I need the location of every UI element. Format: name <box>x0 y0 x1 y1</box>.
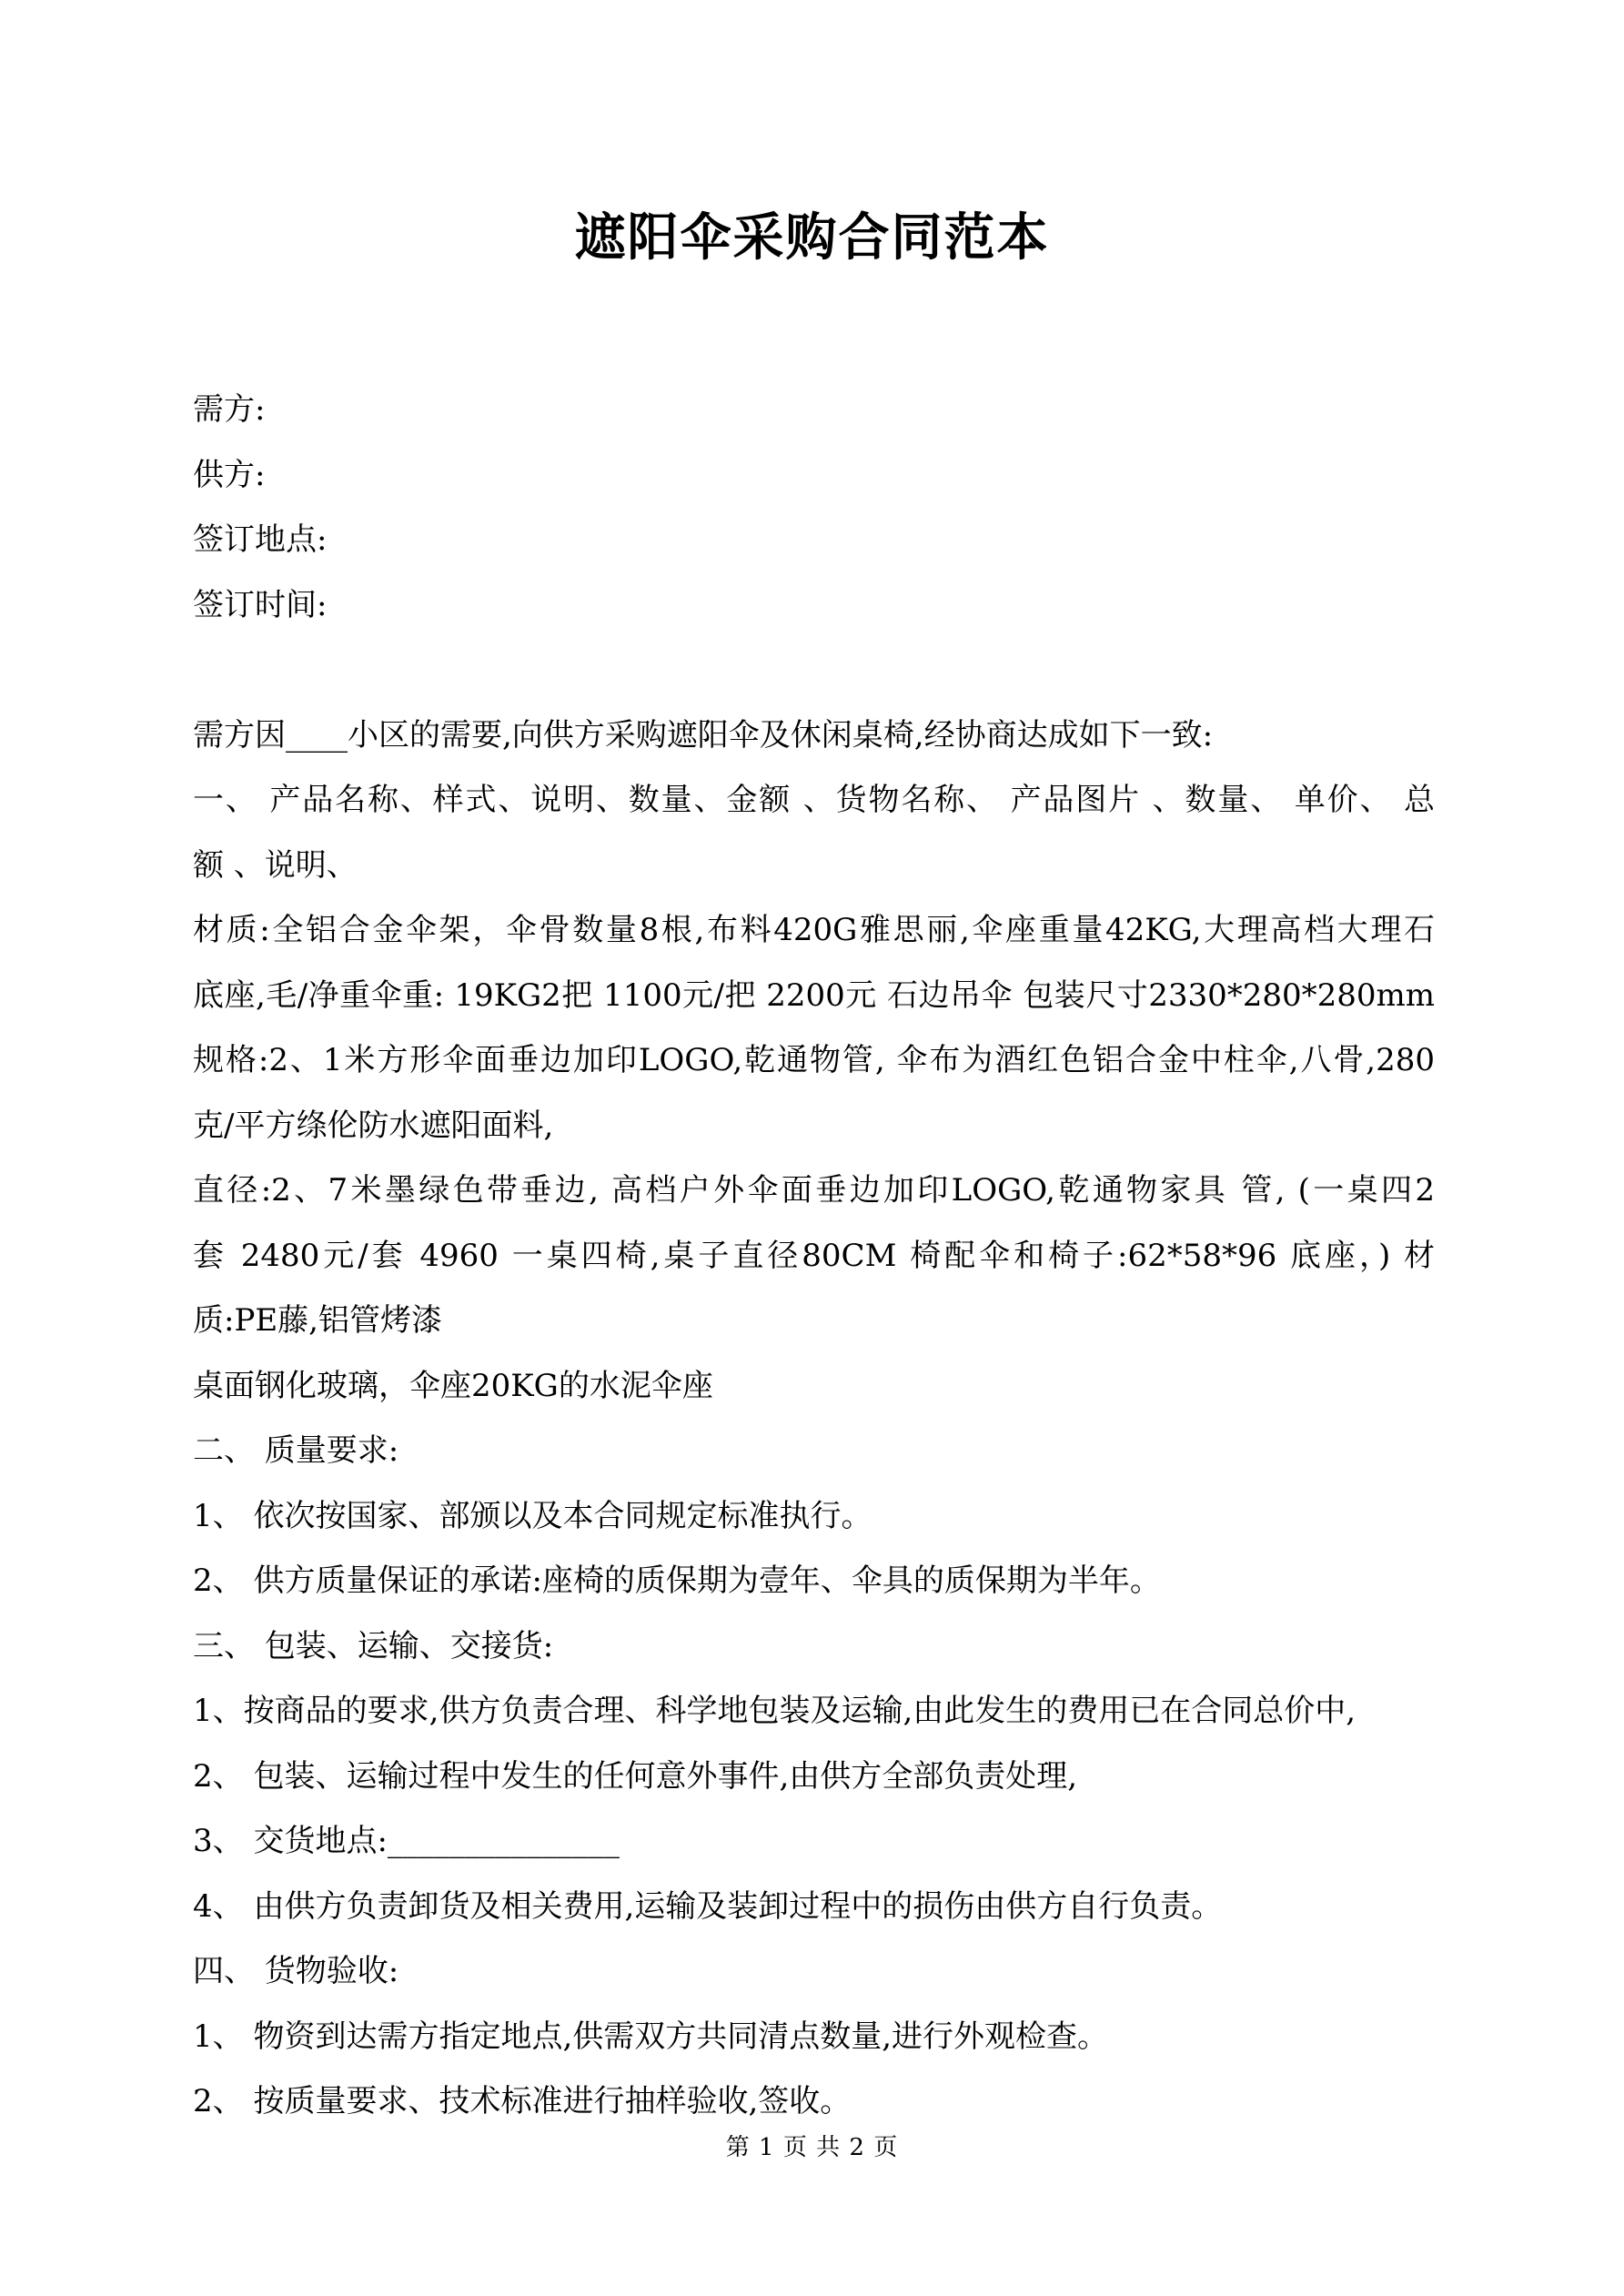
delivery-item-3: 3、 交货地点:_______________ <box>193 1823 620 1859</box>
spec-line-cont: 克/平方绦伦防水遮阳面料, <box>193 1107 554 1144</box>
spec-line: 规格:2、1米方形伞面垂边加印LOGO,乾通物管, 伞布为酒红色铝合金中柱伞,八骨,280 <box>193 1042 1435 1078</box>
contract-body <box>193 378 1435 2135</box>
acceptance-item-1: 1、 物资到达需方指定地点,供需双方共同清点数量,进行外观检查。 <box>193 2018 1109 2055</box>
diameter-line: 直径:2、7米墨绿色带垂边, 高档户外伞面垂边加印LOGO,乾通物家具 管, (一桌四2 <box>193 1172 1435 1209</box>
section-3-heading: 三、 包装、运输、交接货: <box>193 1627 554 1664</box>
quality-item-1: 1、 依次按国家、部颁以及本合同规定标准执行。 <box>193 1497 873 1534</box>
section-1-heading-cont: 额 、说明、 <box>193 846 358 884</box>
section-4-heading: 四、 货物验收: <box>193 1953 399 1989</box>
page-number: 第 1 页 共 2 页 <box>725 2134 899 2161</box>
buyer-field: 需方: <box>193 391 266 428</box>
intro-paragraph: 需方因____小区的需要,向供方采购遮阳伞及休闲桌椅,经协商达成如下一致: <box>193 716 1214 754</box>
material-line-cont: 底座,毛/净重伞重: 19KG2把 1100元/把 2200元 石边吊伞 包装尺寸2330*280*280mm <box>193 976 1435 1014</box>
acceptance-item-2: 2、 按质量要求、技术标准进行抽样验收,签收。 <box>193 2083 852 2119</box>
delivery-item-2: 2、 包装、运输过程中发生的任何意外事件,由供方全部负责处理, <box>193 1757 1078 1795</box>
section-2-heading: 二、 质量要求: <box>193 1432 399 1469</box>
page-title: 遮阳伞采购合同范本 <box>574 207 1050 268</box>
seller-field: 供方: <box>193 456 266 493</box>
diameter-line-cont: 套 2480元/套 4960 一桌四椅,桌子直径80CM 椅配伞和椅子:62*58*96 底座，) 材 <box>193 1237 1435 1274</box>
material-pe-line: 质:PE藤,铝管烤漆 <box>193 1302 442 1339</box>
signing-time-field: 签订时间: <box>193 586 328 623</box>
paragraph-gap <box>193 638 1435 703</box>
signing-place-field: 签订地点: <box>193 521 328 558</box>
quality-item-2: 2、 供方质量保证的承诺:座椅的质保期为壹年、伞具的质保期为半年。 <box>193 1563 1161 1599</box>
delivery-item-1: 1、按商品的要求,供方负责合理、科学地包装及运输,由此发生的费用已在合同总价中, <box>193 1693 1357 1729</box>
delivery-item-4: 4、 由供方负责卸货及相关费用,运输及装卸过程中的损伤由供方自行负责。 <box>193 1887 1223 1925</box>
section-1-heading: 一、 产品名称、样式、说明、数量、金额 、货物名称、 产品图片 、数量、 单价、 总 <box>193 782 1435 818</box>
material-line: 材质:全铝合金伞架，伞骨数量8根,布料420G雅思丽,伞座重量42KG,大理高档大理石 <box>193 912 1435 948</box>
tabletop-line: 桌面钢化玻璃，伞座20KG的水泥伞座 <box>193 1367 713 1404</box>
